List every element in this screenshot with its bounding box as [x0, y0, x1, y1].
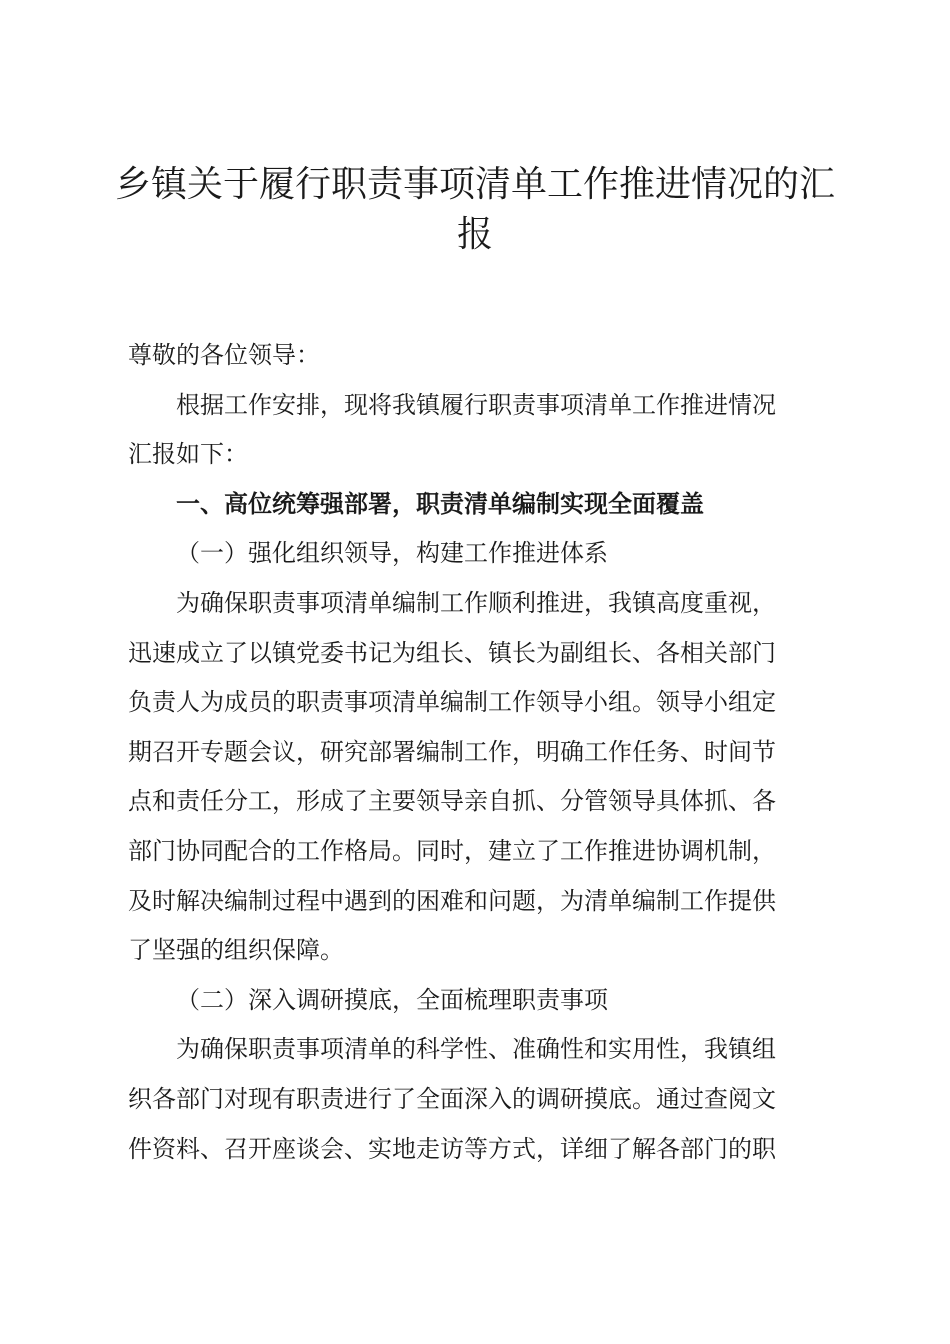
- paragraph-line: 为确保职责事项清单编制工作顺利推进，我镇高度重视，: [176, 588, 776, 617]
- paragraph-line: 负责人为成员的职责事项清单编制工作领导小组。领导小组定: [128, 688, 776, 717]
- salutation-line: 尊敬的各位领导：: [128, 341, 320, 369]
- paragraph-line: 件资料、召开座谈会、实地走访等方式，详细了解各部门的职: [128, 1134, 776, 1163]
- document-title: [110, 160, 840, 260]
- paragraph-line: 织各部门对现有职责进行了全面深入的调研摸底。通过查阅文: [128, 1084, 776, 1113]
- paragraph-line: 部门协同配合的工作格局。同时，建立了工作推进协调机制，: [128, 836, 776, 865]
- paragraph-line: 期召开专题会议，研究部署编制工作，明确工作任务、时间节: [128, 737, 776, 766]
- title-line: 报: [456, 214, 493, 255]
- paragraph-line: 及时解决编制过程中遇到的困难和问题，为清单编制工作提供: [128, 886, 776, 915]
- paragraph-line: 迅速成立了以镇党委书记为组长、镇长为副组长、各相关部门: [128, 638, 776, 667]
- document-body: [128, 331, 838, 1174]
- heading-1-line: 一、高位统筹强部署，职责清单编制实现全面覆盖: [176, 489, 704, 518]
- paragraph-line: 点和责任分工，形成了主要领导亲自抓、分管领导具体抓、各: [128, 787, 776, 816]
- paragraph-line: 根据工作安排，现将我镇履行职责事项清单工作推进情况: [176, 390, 776, 419]
- heading-2-line: （一）强化组织领导，构建工作推进体系: [176, 539, 608, 568]
- paragraph-line: 汇报如下：: [128, 440, 248, 469]
- paragraph-line: 为确保职责事项清单的科学性、准确性和实用性，我镇组: [176, 1035, 776, 1064]
- paragraph-line: 了坚强的组织保障。: [128, 936, 344, 965]
- heading-2-line: （二）深入调研摸底，全面梳理职责事项: [176, 985, 608, 1014]
- title-line: 乡镇关于履行职责事项清单工作推进情况的汇: [114, 164, 835, 205]
